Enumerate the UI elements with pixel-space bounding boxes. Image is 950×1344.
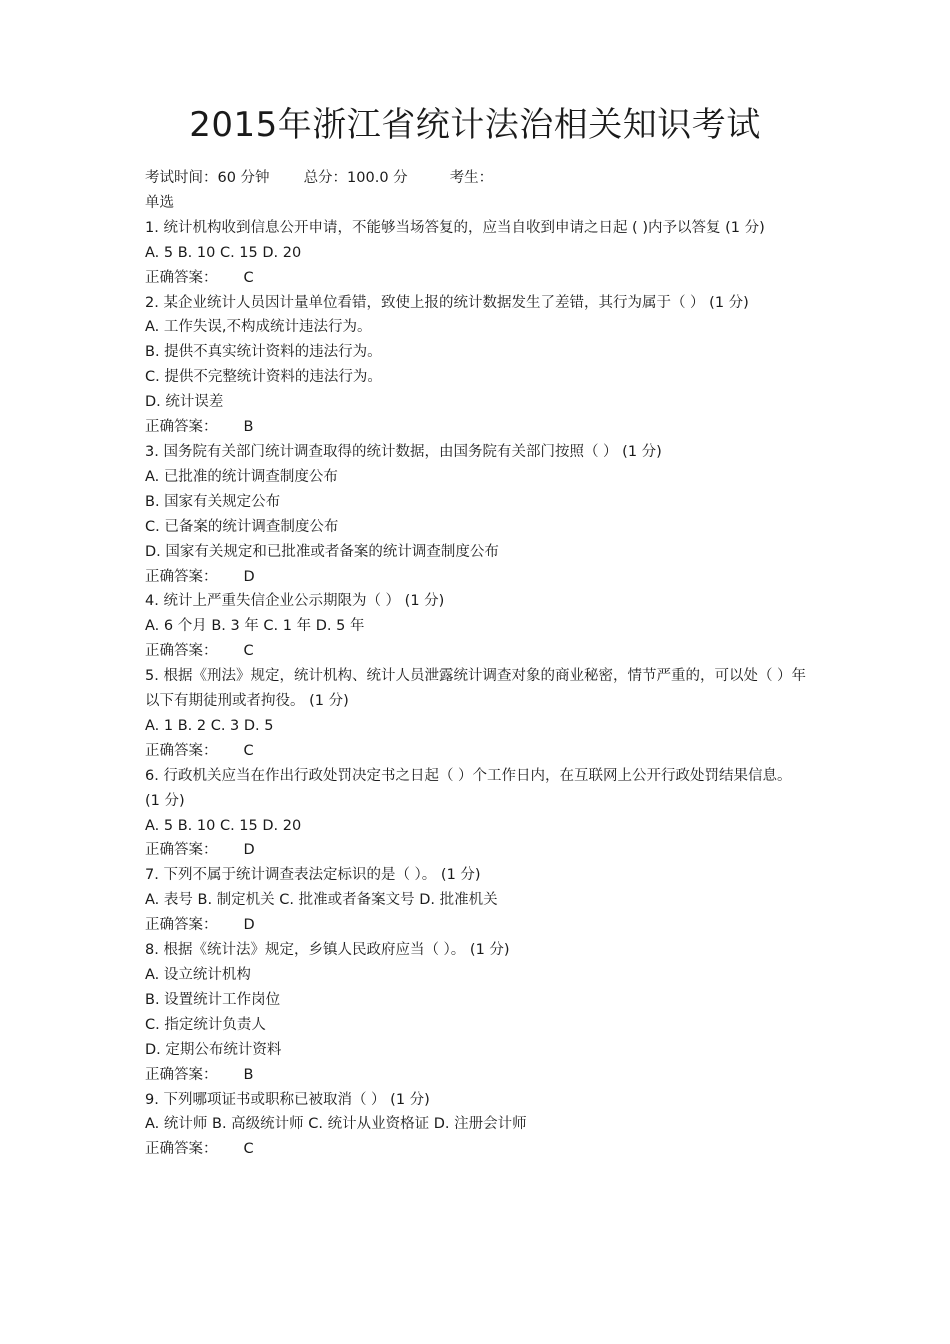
correct-answer-row <box>145 1137 810 1162</box>
document-title: 2015年浙江省统计法治相关知识考试 <box>189 105 761 145</box>
exam-total-score: 总分：100.0 分 <box>303 170 408 186</box>
answer-option: A. 5 B. 10 C. 15 D. 20 <box>145 817 302 834</box>
correct-answer-value: C <box>243 643 254 660</box>
question-text: 4. 统计上严重失信企业公示期限为（ ） (1 分) <box>145 593 445 610</box>
answer-option: C. 提供不完整统计资料的违法行为。 <box>145 369 382 386</box>
answer-option: D. 统计误差 <box>145 394 224 411</box>
correct-answer-label: 正确答案： <box>145 419 218 436</box>
answer-option: A. 表号 B. 制定机关 C. 批准或者备案文号 D. 批准机关 <box>145 892 498 909</box>
answer-option: D. 国家有关规定和已批准或者备案的统计调查制度公布 <box>145 543 499 560</box>
answer-option: B. 设置统计工作岗位 <box>145 991 281 1008</box>
correct-answer-label: 正确答案： <box>145 842 218 859</box>
question-text: 2. 某企业统计人员因计量单位看错，致使上报的统计数据发生了差错，其行为属于（ ） (1 分) <box>145 294 749 311</box>
correct-answer-label: 正确答案： <box>145 742 218 759</box>
answer-option: A. 6 个月 B. 3 年 C. 1 年 D. 5 年 <box>145 618 365 635</box>
answer-option: B. 国家有关规定公布 <box>145 493 281 510</box>
correct-answer-row <box>145 739 810 764</box>
correct-answer-row <box>145 266 810 291</box>
question-block <box>145 216 810 291</box>
question-list <box>145 216 810 1162</box>
correct-answer-row <box>145 838 810 863</box>
correct-answer-label: 正确答案： <box>145 269 218 286</box>
answer-option: A. 5 B. 10 C. 15 D. 20 <box>145 244 302 261</box>
question-text: 8. 根据《统计法》规定，乡镇人民政府应当（ ）。 (1 分) <box>145 942 510 959</box>
correct-answer-row <box>145 415 810 440</box>
answer-option: A. 统计师 B. 高级统计师 C. 统计从业资格证 D. 注册会计师 <box>145 1116 527 1133</box>
correct-answer-value: C <box>243 742 254 759</box>
question-text: 3. 国务院有关部门统计调查取得的统计数据，由国务院有关部门按照（ ） (1 分) <box>145 443 662 460</box>
correct-answer-row <box>145 639 810 664</box>
question-block <box>145 863 810 938</box>
answer-option: B. 提供不真实统计资料的违法行为。 <box>145 344 382 361</box>
correct-answer-row <box>145 565 810 590</box>
question-block <box>145 664 810 764</box>
question-block <box>145 764 810 864</box>
section-heading: 单选 <box>145 194 174 211</box>
question-block <box>145 589 810 664</box>
exam-meta <box>145 166 810 191</box>
question-text: 7. 下列不属于统计调查表法定标识的是（ ）。 (1 分) <box>145 867 481 884</box>
correct-answer-label: 正确答案： <box>145 568 218 585</box>
answer-option: A. 工作失误,不构成统计违法行为。 <box>145 319 372 336</box>
question-text: 9. 下列哪项证书或职称已被取消（ ） (1 分) <box>145 1091 430 1108</box>
question-text: 6. 行政机关应当在作出行政处罚决定书之日起（ ）个工作日内，在互联网上公开行政处罚结果信息。 (1 分) <box>145 767 792 809</box>
correct-answer-row <box>145 1063 810 1088</box>
question-block <box>145 938 810 1087</box>
exam-content <box>145 166 810 1162</box>
answer-option: A. 已批准的统计调查制度公布 <box>145 468 338 485</box>
answer-option: A. 设立统计机构 <box>145 967 251 983</box>
exam-time: 考试时间：60 分钟 <box>145 170 270 186</box>
correct-answer-value: C <box>243 1141 254 1158</box>
correct-answer-label: 正确答案： <box>145 643 218 660</box>
correct-answer-value: D <box>243 842 255 859</box>
correct-answer-row <box>145 913 810 938</box>
question-text: 5. 根据《刑法》规定，统计机构、统计人员泄露统计调查对象的商业秘密，情节严重的，可以处（ ）年以下有期徒刑或者拘役。 (1 分) <box>145 668 807 710</box>
question-text: 1. 统计机构收到信息公开申请，不能够当场答复的，应当自收到申请之日起 ( )内予以答复 (1 分) <box>145 219 765 236</box>
correct-answer-label: 正确答案： <box>145 917 218 934</box>
correct-answer-label: 正确答案： <box>145 1066 218 1083</box>
answer-option: C. 指定统计负责人 <box>145 1016 266 1033</box>
correct-answer-value: C <box>243 269 254 286</box>
correct-answer-label: 正确答案： <box>145 1141 218 1158</box>
question-block <box>145 1088 810 1163</box>
correct-answer-value: D <box>243 917 255 934</box>
question-block <box>145 440 810 589</box>
answer-option: D. 定期公布统计资料 <box>145 1041 282 1058</box>
question-block <box>145 291 810 440</box>
answer-option: C. 已备案的统计调查制度公布 <box>145 518 339 535</box>
correct-answer-value: B <box>243 1066 254 1083</box>
answer-option: A. 1 B. 2 C. 3 D. 5 <box>145 717 274 734</box>
correct-answer-value: D <box>243 568 255 585</box>
correct-answer-value: B <box>243 419 254 436</box>
examinee-label: 考生： <box>449 170 494 186</box>
